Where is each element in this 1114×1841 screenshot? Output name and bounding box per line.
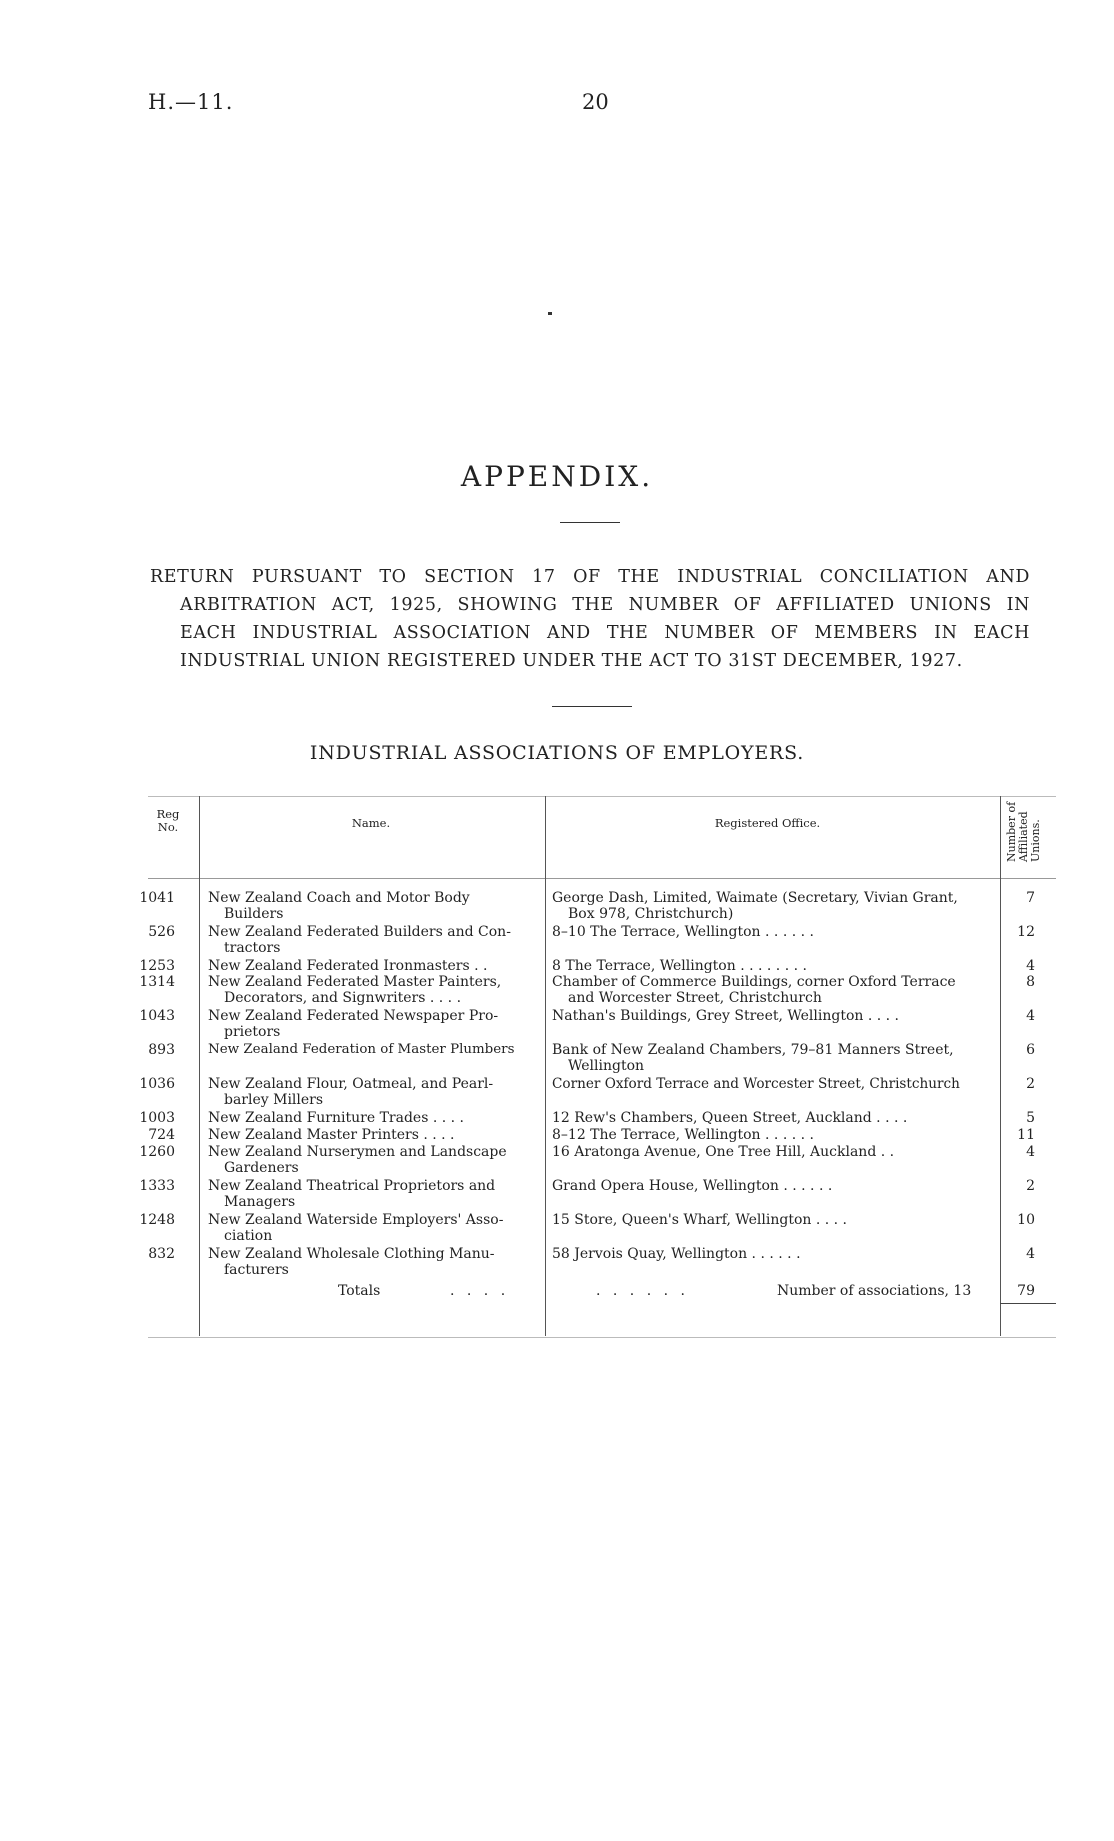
affiliated-unions: 4 [1026,1008,1035,1024]
table-row [120,1246,1045,1280]
return-title-line: ARBITRATION ACT, 1925, SHOWING THE NUMBER OF AFFILIATED UNIONS IN [180,595,1030,615]
reg-no: 526 [148,924,175,940]
reg-no: 832 [148,1246,175,1262]
page-number: 20 [582,90,609,114]
header-bottom-rule [148,878,1056,879]
table-row [120,1178,1045,1212]
registered-office: 15 Store, Queen's Wharf, Wellington . . . . [552,1212,847,1228]
name-line: prietors [224,1024,281,1040]
number-of-associations: Number of associations, 13 [777,1283,972,1299]
association-name [208,890,533,922]
table-row [120,1042,1045,1076]
name-line: New Zealand Federated Newspaper Pro- [208,1008,499,1024]
reg-no: 1043 [139,1008,175,1024]
registered-office [552,890,977,922]
association-name [208,924,533,956]
header-reg-line: No. [157,820,179,834]
reg-no: 1260 [139,1144,175,1160]
table-row [120,1212,1045,1246]
association-name [208,1246,533,1278]
affiliated-unions: 2 [1026,1178,1035,1194]
affiliated-unions: 4 [1026,958,1035,974]
header-name: Name. [351,816,391,830]
header-reg-line: Reg [156,807,180,821]
name-line: New Zealand Coach and Motor Body [208,890,470,906]
affiliated-unions: 8 [1026,974,1035,990]
registered-office [552,974,977,1006]
registered-office: Grand Opera House, Wellington . . . . . . [552,1178,833,1194]
registered-office: 16 Aratonga Avenue, One Tree Hill, Auckland . . [552,1144,895,1160]
table-top-rule [148,796,1056,797]
name-line: New Zealand Federated Master Painters, [208,974,502,990]
name-line: barley Millers [224,1092,324,1108]
table-row [120,890,1045,924]
affiliated-unions: 5 [1026,1110,1035,1126]
association-name: New Zealand Furniture Trades . . . . [208,1110,464,1126]
name-line: New Zealand Nurserymen and Landscape [208,1144,507,1160]
affiliated-unions: 4 [1026,1144,1035,1160]
registered-office: 8–12 The Terrace, Wellington . . . . . . [552,1127,814,1143]
name-line: New Zealand Federated Builders and Con- [208,924,511,940]
reg-no: 724 [148,1127,175,1143]
section-heading: INDUSTRIAL ASSOCIATIONS OF EMPLOYERS. [309,742,805,764]
table-row [120,974,1045,1008]
return-title-line: RETURN PURSUANT TO SECTION 17 OF THE INDUSTRIAL CONCILIATION AND [150,567,1030,587]
reg-no: 1248 [139,1212,175,1228]
name-line: Managers [224,1194,296,1210]
registered-office: 58 Jervois Quay, Wellington . . . . . . [552,1246,801,1262]
header-unions-line: Unions. [1029,819,1042,862]
association-name [208,1076,533,1108]
affiliated-unions: 2 [1026,1076,1035,1092]
registered-office: 12 Rew's Chambers, Queen Street, Auckland . . . . [552,1110,908,1126]
name-line: New Zealand Waterside Employers' Asso- [208,1212,504,1228]
association-name [208,974,533,1006]
totals-leader-dots: . . . . [450,1283,510,1299]
registered-office: Corner Oxford Terrace and Worcester Street, Christchurch [552,1076,960,1092]
total-affiliated-unions: 79 [1017,1283,1035,1299]
registered-office: 8–10 The Terrace, Wellington . . . . . . [552,924,814,940]
reg-no: 1041 [139,890,175,906]
header-affiliated-unions [1006,792,1042,862]
reg-no: 893 [148,1042,175,1058]
affiliated-unions: 12 [1017,924,1035,940]
name-line: Decorators, and Signwriters . . . . [224,990,462,1006]
name-line: Builders [224,906,284,922]
totals-label: Totals [338,1283,381,1299]
name-line: tractors [224,940,281,956]
name-line: New Zealand Theatrical Proprietors and [208,1178,496,1194]
header-unions-line: Number of [1005,801,1018,862]
office-line: Chamber of Commerce Buildings, corner Oxford Terrace [552,974,956,990]
association-name: New Zealand Federated Ironmasters . . [208,958,488,974]
return-title [150,563,1030,675]
table-row [120,1008,1045,1042]
title-rule [560,522,620,523]
header-unions-line: Affiliated [1017,811,1030,862]
association-name [208,1144,533,1176]
table-row [120,958,1045,974]
association-name: New Zealand Federation of Master Plumbers [208,1042,515,1057]
name-line: Gardeners [224,1160,299,1176]
registered-office: 8 The Terrace, Wellington . . . . . . . . [552,958,807,974]
table-bottom-rule [148,1337,1056,1338]
affiliated-unions: 4 [1026,1246,1035,1262]
reg-no: 1314 [139,974,175,990]
reg-no: 1036 [139,1076,175,1092]
table-body [120,890,1045,1307]
header-registered-office: Registered Office. [714,816,821,830]
table-row [120,924,1045,958]
table-row [120,1144,1045,1178]
name-line: New Zealand Wholesale Clothing Manu- [208,1246,495,1262]
registered-office: Nathan's Buildings, Grey Street, Wellington . . . . [552,1008,899,1024]
header-reg-no [137,808,199,834]
return-title-line: EACH INDUSTRIAL ASSOCIATION AND THE NUMBER OF MEMBERS IN EACH [180,623,1030,643]
return-title-line: INDUSTRIAL UNION REGISTERED UNDER THE ACT TO 31ST DECEMBER, 1927. [180,651,963,671]
association-name [208,1212,533,1244]
section-rule [552,706,632,707]
page-code: H.—11. [148,90,234,114]
association-name [208,1008,533,1040]
registered-office [552,1042,977,1074]
table-row [120,1076,1045,1110]
reg-no: 1003 [139,1110,175,1126]
affiliated-unions: 6 [1026,1042,1035,1058]
office-line: Box 978, Christchurch) [568,906,734,922]
reg-no: 1333 [139,1178,175,1194]
name-line: facturers [224,1262,289,1278]
name-line: New Zealand Flour, Oatmeal, and Pearl- [208,1076,494,1092]
ink-mark [548,312,552,315]
office-line: Wellington [568,1058,645,1074]
office-line: Bank of New Zealand Chambers, 79–81 Manners Street, [552,1042,954,1058]
appendix-title: APPENDIX. [460,460,654,493]
affiliated-unions: 11 [1017,1127,1035,1143]
association-name: New Zealand Master Printers . . . . [208,1127,455,1143]
affiliated-unions: 7 [1026,890,1035,906]
table-row [120,1110,1045,1127]
office-line: and Worcester Street, Christchurch [568,990,822,1006]
totals-leader-dots: . . . . . . [596,1283,689,1299]
table-row [120,1127,1045,1144]
affiliated-unions: 10 [1017,1212,1035,1228]
name-line: ciation [224,1228,273,1244]
association-name [208,1178,533,1210]
office-line: George Dash, Limited, Waimate (Secretary, Vivian Grant, [552,890,958,906]
reg-no: 1253 [139,958,175,974]
totals-row [120,1283,1045,1307]
